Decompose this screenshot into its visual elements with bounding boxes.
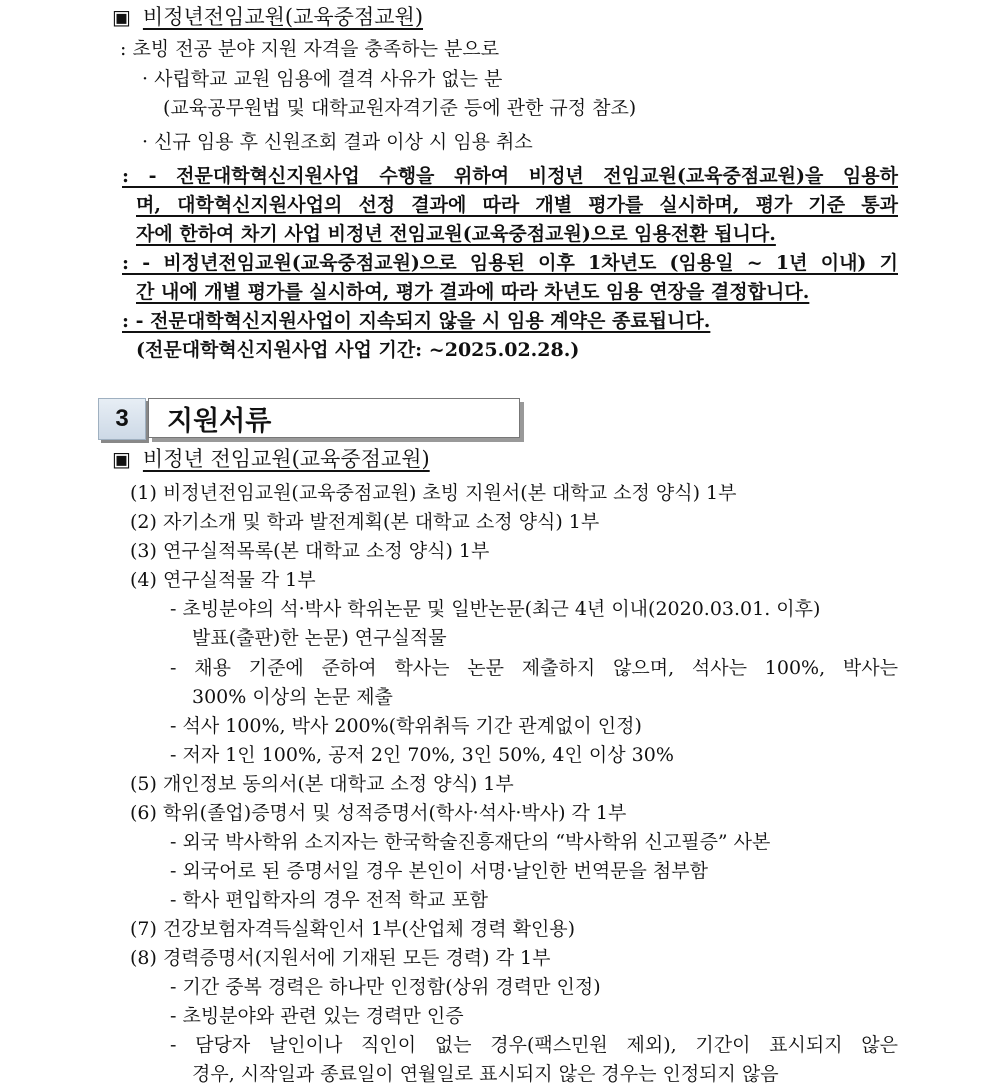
doc-item: (6) 학위(졸업)증명서 및 성적증명서(학사·석사·박사) 각 1부 — [130, 802, 627, 824]
doc-item: (8) 경력증명서(지원서에 기재된 모든 경력) 각 1부 — [130, 947, 551, 969]
section-number-badge: 3 — [98, 398, 146, 440]
doc-item: (1) 비정년전임교원(교육중점교원) 초빙 지원서(본 대학교 소정 양식) 1부 — [130, 482, 737, 504]
doc-subitem: - 기간 중복 경력은 하나만 인정함(상위 경력만 인정) — [170, 976, 601, 998]
doc-subitem-cont: 300% 이상의 논문 제출 — [192, 686, 393, 708]
qualification-line: · 신규 임용 후 신원조회 결과 이상 시 임용 취소 — [142, 131, 533, 153]
doc-subitem: - 학사 편입학자의 경우 전적 학교 포함 — [170, 889, 488, 911]
section-heading-docs — [112, 447, 430, 471]
doc-item: (5) 개인정보 동의서(본 대학교 소정 양식) 1부 — [130, 773, 514, 795]
doc-subitem: - 외국 박사학위 소지자는 한국학술진흥재단의 “박사학위 신고필증” 사본 — [170, 831, 771, 853]
qualification-line: (교육공무원법 및 대학교원자격기준 등에 관한 규정 참조) — [163, 97, 637, 119]
notice-line: : - 전문대학혁신지원사업 수행을 위하여 비정년 전임교원(교육중점교원)을 임용하 — [122, 165, 898, 187]
doc-subitem: - 초빙분야와 관련 있는 경력만 인증 — [170, 1005, 464, 1027]
section-heading-nontenure — [112, 5, 423, 29]
doc-subitem-cont: 경우, 시작일과 종료일이 연월일로 표시되지 않은 경우는 인정되지 않음 — [192, 1063, 779, 1085]
notice-line: 자에 한하여 차기 사업 비정년 전임교원(교육중점교원)으로 임용전환 됩니다. — [136, 223, 776, 245]
doc-item: (3) 연구실적목록(본 대학교 소정 양식) 1부 — [130, 540, 490, 562]
notice-line: : - 전문대학혁신지원사업이 지속되지 않을 시 임용 계약은 종료됩니다. — [122, 310, 711, 332]
notice-line: 며, 대학혁신지원사업의 선정 결과에 따라 개별 평가를 실시하며, 평가 기준 통과 — [136, 194, 898, 216]
qualification-line: · 사립학교 교원 임용에 결격 사유가 없는 분 — [142, 68, 503, 90]
doc-subitem: - 담당자 날인이나 직인이 없는 경우(팩스민원 제외), 기간이 표시되지 않은 — [170, 1034, 898, 1056]
qualification-line: : 초빙 전공 분야 지원 자격을 충족하는 분으로 — [120, 38, 500, 60]
notice-line: 간 내에 개별 평가를 실시하여, 평가 결과에 따라 차년도 임용 연장을 결정합니다. — [136, 281, 810, 303]
doc-subitem: - 초빙분야의 석·박사 학위논문 및 일반논문(최근 4년 이내(2020.03.01. 이후) — [170, 598, 821, 620]
square-bullet-icon: ▣ — [112, 5, 131, 29]
section-title: 지원서류 — [148, 398, 520, 438]
doc-subitem: - 저자 1인 100%, 공저 2인 70%, 3인 50%, 4인 이상 30% — [170, 744, 674, 766]
square-bullet-icon: ▣ — [112, 447, 131, 471]
heading-text: 비정년전임교원(교육중점교원) — [142, 5, 424, 29]
notice-line: : - 비정년전임교원(교육중점교원)으로 임용된 이후 1차년도 (임용일 ~ 1년 이내) 기 — [122, 252, 898, 274]
doc-item: (7) 건강보험자격득실확인서 1부(산업체 경력 확인용) — [130, 918, 576, 940]
doc-subitem: - 외국어로 된 증명서일 경우 본인이 서명·날인한 번역문을 첨부함 — [170, 860, 708, 882]
doc-item: (4) 연구실적물 각 1부 — [130, 569, 316, 591]
doc-item: (2) 자기소개 및 학과 발전계획(본 대학교 소정 양식) 1부 — [130, 511, 600, 533]
heading-text: 비정년 전임교원(교육중점교원) — [142, 447, 430, 471]
doc-subitem: - 석사 100%, 박사 200%(학위취득 기간 관계없이 인정) — [170, 715, 642, 737]
doc-subitem-cont: 발표(출판)한 논문) 연구실적물 — [192, 627, 447, 649]
notice-line: (전문대학혁신지원사업 사업 기간: ~2025.02.28.) — [136, 339, 580, 361]
doc-subitem: - 채용 기준에 준하여 학사는 논문 제출하지 않으며, 석사는 100%, 박사는 — [170, 657, 898, 679]
